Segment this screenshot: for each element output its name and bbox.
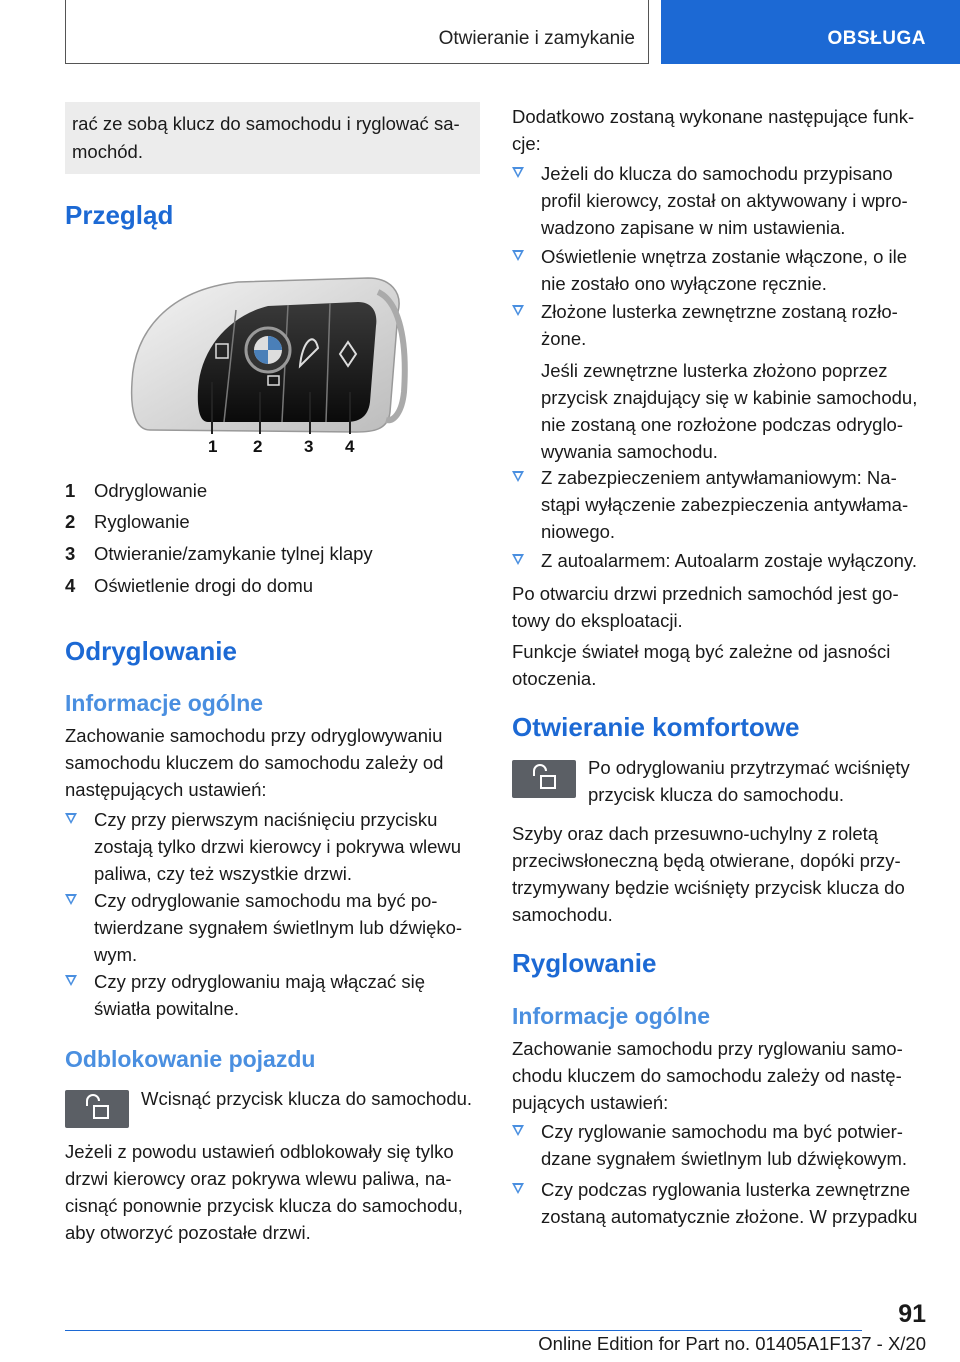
bullet-item — [65, 887, 462, 968]
footer-edition: Online Edition for Part no. 01405A1F137 - X/20 — [538, 1333, 926, 1354]
key-label-4: 4 — [345, 437, 355, 456]
text-line: żone. — [541, 328, 587, 349]
bullet-item — [512, 464, 908, 545]
key-label-1: 1 — [208, 437, 218, 456]
bullet-item — [65, 806, 461, 887]
text-line: samochodu kluczem do samochodu zależy od — [65, 752, 444, 773]
text-line: trzymywany będzie wciśnięty przycisk klucza do — [512, 877, 905, 898]
text-line: przycisk klucza do samochodu. — [588, 784, 845, 805]
text-line: paliwa, czy też wszystkie drzwi. — [94, 863, 353, 884]
text-line: Dodatkowo zostaną wykonane następujące funk- — [512, 106, 915, 127]
text-line: pujących ustawień: — [512, 1092, 669, 1113]
bullet-item — [512, 298, 898, 352]
triangle-bullet-icon — [65, 894, 77, 905]
key-label-3: 3 — [304, 437, 314, 456]
bullet-item — [512, 547, 917, 574]
general-info-heading: Informacje ogólne — [65, 690, 264, 716]
text-line: wywania samochodu. — [541, 441, 718, 462]
text-line: Jeżeli z powodu ustawień odblokowały się tylko — [65, 1141, 454, 1162]
text-line: Po otwarciu drzwi przednich samochód jest go- — [512, 583, 899, 604]
text-line: Czy odryglowanie samochodu ma być po- — [94, 890, 438, 911]
unlock-heading: Odryglowanie — [65, 636, 237, 666]
bullet-item — [512, 160, 908, 241]
unlock-icon — [512, 760, 576, 798]
header-tab-label: OBSŁUGA — [827, 28, 926, 49]
after-unlock-paragraph — [65, 1138, 463, 1246]
box-line: mochód. — [72, 141, 143, 162]
text-line: Zachowanie samochodu przy odryglowywaniu — [65, 725, 443, 746]
text-line: stąpi wyłączenie zabezpieczenia antywłama- — [541, 494, 909, 515]
lights-paragraph — [512, 638, 890, 692]
triangle-bullet-icon — [512, 1183, 524, 1194]
legend-num: 1 — [65, 480, 76, 501]
text-line: twierdzane sygnałem świetlnym lub dźwięko- — [94, 917, 463, 938]
legend-text: Ryglowanie — [94, 511, 190, 532]
text-line: zostają tylko drzwi kierowcy i pokrywa wlewu — [94, 836, 462, 857]
text-line: towy do eksploatacji. — [512, 610, 683, 631]
text-line: cisnąć ponownie przycisk klucza do samochodu, — [65, 1195, 463, 1216]
triangle-bullet-icon — [512, 250, 524, 261]
bullet-item — [512, 1176, 917, 1230]
unlock-icon — [65, 1090, 129, 1128]
general-info-paragraph — [65, 722, 443, 803]
header-section-title: Otwieranie i zamykanie — [438, 28, 635, 49]
text-line: Z autoalarmem: Autoalarm zostaje wyłączony. — [541, 550, 917, 571]
text-line: Oświetlenie wnętrza zostanie włączone, o ile — [541, 246, 908, 267]
locking-heading: Ryglowanie — [512, 948, 657, 978]
text-line: profil kierowcy, został on aktywowany i wpro- — [541, 190, 908, 211]
text-line: drzwi kierowcy oraz pokrywa wlewu paliwa, na- — [65, 1168, 452, 1189]
text-line: Czy przy odryglowaniu mają włączać się — [94, 971, 426, 992]
key-label-2: 2 — [253, 437, 263, 456]
text-line: niowego. — [541, 521, 616, 542]
triangle-bullet-icon — [65, 813, 77, 824]
text-line: chodu kluczem do samochodu zależy od nastę- — [512, 1065, 902, 1086]
legend-num: 2 — [65, 511, 76, 532]
text-line: wadzono zapisane w nim ustawienia. — [541, 217, 846, 238]
text-line: aby otworzyć pozostałe drzwi. — [65, 1222, 311, 1243]
text-line: Po odryglowaniu przytrzymać wciśnięty — [588, 757, 910, 778]
vehicle-unlock-heading: Odblokowanie pojazdu — [65, 1046, 316, 1072]
text-line: Czy podczas ryglowania lusterka zewnętrzne — [541, 1179, 911, 1200]
mirror-note — [541, 357, 917, 465]
text-line: Jeśli zewnętrzne lusterka złożono poprzez — [541, 360, 888, 381]
continued-note-box — [65, 102, 480, 174]
comfort-icon-text — [588, 754, 910, 808]
text-line: nie zostało ono wyłączone ręcznie. — [541, 273, 827, 294]
text-line: następujących ustawień: — [65, 779, 267, 800]
bullet-item — [65, 968, 425, 1022]
text-line: samochodu. — [512, 904, 613, 925]
text-line: Czy przy pierwszym naciśnięciu przycisku — [94, 809, 438, 830]
locking-general-heading: Informacje ogólne — [512, 1003, 711, 1029]
text-line: światła powitalne. — [94, 998, 239, 1019]
key-fob-image — [128, 272, 418, 462]
legend-text: Odryglowanie — [94, 480, 208, 501]
page-number: 91 — [898, 1300, 926, 1328]
bullet-item — [512, 1118, 907, 1172]
locking-paragraph — [512, 1035, 903, 1116]
legend-num: 3 — [65, 543, 76, 564]
text-line: Zachowanie samochodu przy ryglowaniu samo- — [512, 1038, 903, 1059]
vehicle-unlock-text: Wcisnąć przycisk klucza do samochodu. — [141, 1088, 473, 1109]
triangle-bullet-icon — [512, 554, 524, 565]
legend-text: Oświetlenie drogi do domu — [94, 575, 314, 596]
comfort-paragraph — [512, 820, 905, 928]
triangle-bullet-icon — [65, 975, 77, 986]
text-line: przycisk znajdujący się w kabinie samochodu, — [541, 387, 918, 408]
text-line: otoczenia. — [512, 668, 597, 689]
text-line: cje: — [512, 133, 541, 154]
triangle-bullet-icon — [512, 471, 524, 482]
ready-paragraph — [512, 580, 899, 634]
triangle-bullet-icon — [512, 167, 524, 178]
comfort-opening-heading: Otwieranie komfortowe — [512, 712, 800, 742]
triangle-bullet-icon — [512, 1125, 524, 1136]
box-line: rać ze sobą klucz do samochodu i ryglować sa- — [72, 113, 460, 134]
footer-divider — [65, 1330, 862, 1331]
legend-text: Otwieranie/zamykanie tylnej klapy — [94, 543, 373, 564]
legend-num: 4 — [65, 575, 76, 596]
overview-heading: Przegląd — [65, 200, 174, 230]
intro-paragraph — [512, 103, 914, 157]
text-line: Jeżeli do klucza do samochodu przypisano — [541, 163, 893, 184]
text-line: wym. — [94, 944, 138, 965]
text-line: Szyby oraz dach przesuwno-uchylny z roletą — [512, 823, 879, 844]
text-line: nie zostaną one rozłożone podczas odryglo- — [541, 414, 904, 435]
text-line: Czy ryglowanie samochodu ma być potwier- — [541, 1121, 903, 1142]
text-line: przeciwsłoneczną będą otwierane, dopóki przy- — [512, 850, 901, 871]
text-line: Z zabezpieczeniem antywłamaniowym: Na- — [541, 467, 897, 488]
text-line: dzane sygnałem świetlnym lub dźwiękowym. — [541, 1148, 908, 1169]
triangle-bullet-icon — [512, 305, 524, 316]
text-line: Funkcje świateł mogą być zależne od jasności — [512, 641, 891, 662]
text-line: Złożone lusterka zewnętrzne zostaną rozło- — [541, 301, 898, 322]
text-line: zostaną automatycznie złożone. W przypadku — [541, 1206, 918, 1227]
bullet-item — [512, 243, 907, 297]
